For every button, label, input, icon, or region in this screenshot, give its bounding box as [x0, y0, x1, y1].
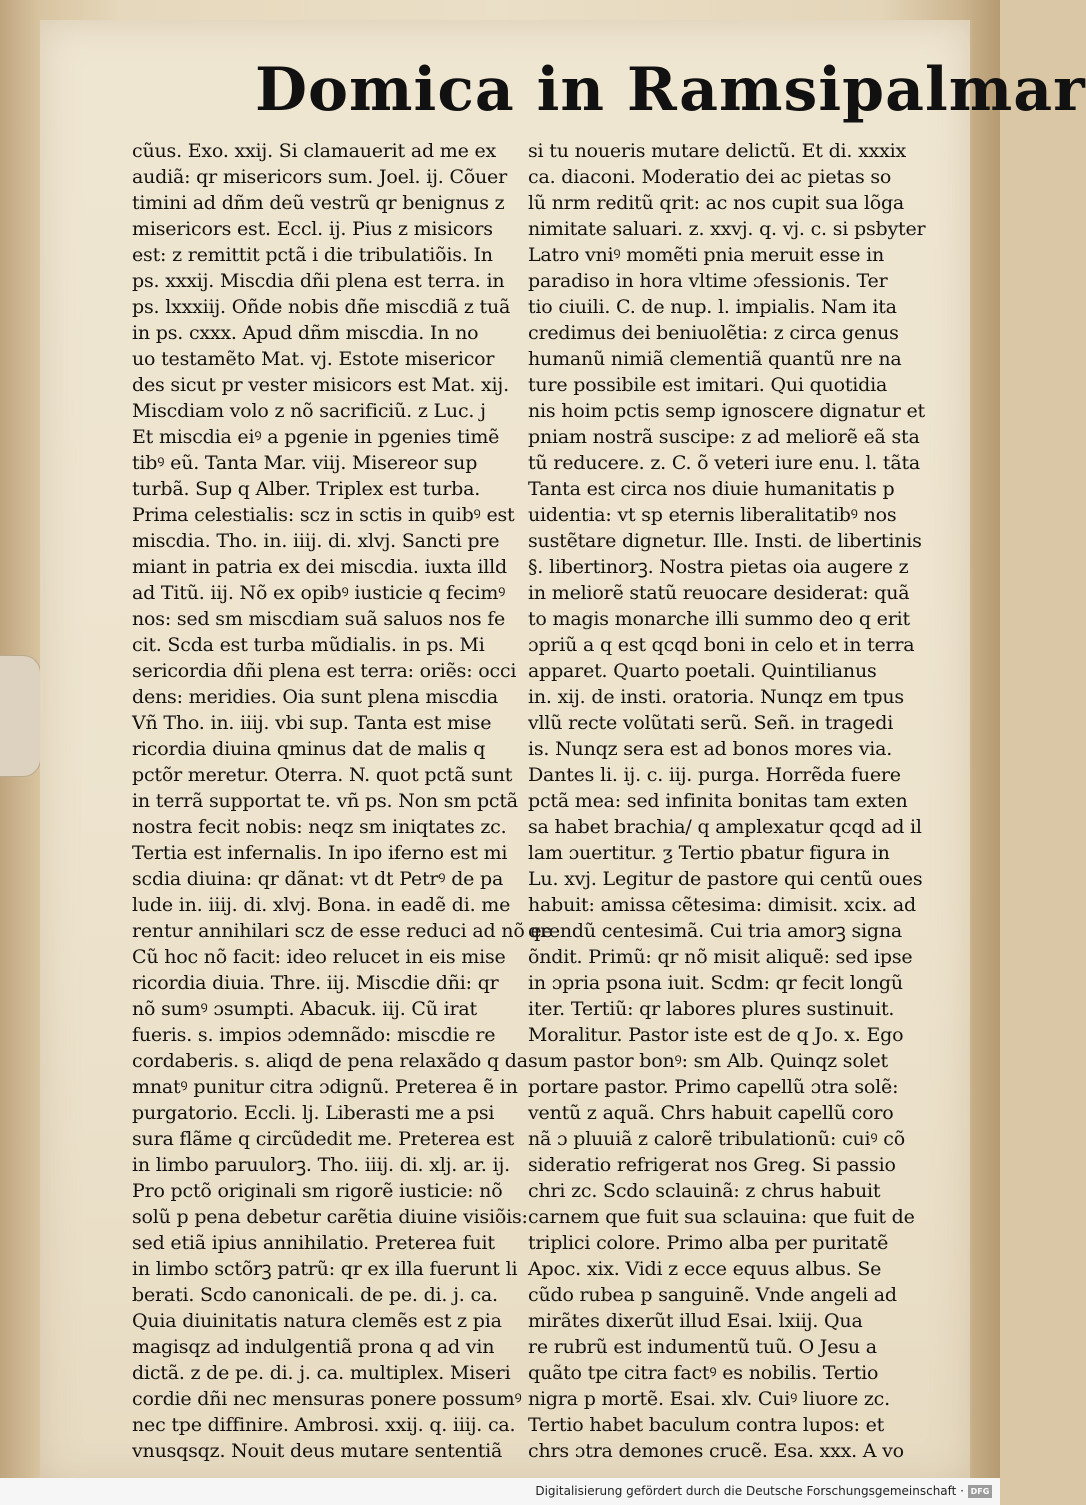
text-line: nõ sumꝰ ɔsumpti. Abacuk. iij. Cũ irat [132, 998, 477, 1020]
text-line: berati. Scdo canonicali. de pe. di. j. ca. [132, 1284, 498, 1306]
text-line: Vñ Tho. in. iiij. vbi sup. Tanta est mise [132, 712, 492, 734]
text-line: purgatorio. Eccli. lj. Liberasti me a psi [132, 1102, 495, 1124]
text-line: portare pastor. Primo capellũ ɔtra solẽ: [528, 1076, 899, 1098]
text-line: lũ nrm reditũ qrit: ac nos cupit sua lõga [528, 192, 905, 214]
text-line: uo testamẽto Mat. vj. Estote misericor [132, 348, 495, 370]
text-line: sustẽtare dignetur. Ille. Insti. de libertinis [528, 530, 922, 552]
text-line: ventũ z aquã. Chrs habuit capellũ coro [528, 1102, 894, 1124]
text-line: sa habet brachia/ q amplexatur qcqd ad il [528, 816, 922, 838]
text-line: ps. xxxij. Miscdia dñi plena est terra. in [132, 270, 505, 292]
text-line: chrs ɔtra demones crucẽ. Esa. xxx. A vo [528, 1440, 904, 1462]
text-line: si tu noueris mutare delictũ. Et di. xxxix [528, 140, 907, 162]
text-line: solũ p pena debetur carẽtia diuine visiõis: [132, 1206, 528, 1228]
text-line: Prima celestialis: scz in sctis in quibꝰ est [132, 504, 515, 526]
text-line: Lu. xvj. Legitur de pastore qui centũ oues [528, 868, 923, 890]
text-line: Miscdiam volo z nõ sacrificiũ. z Luc. j [132, 400, 486, 422]
text-line: cũus. Exo. xxij. Si clamauerit ad me ex [132, 140, 497, 162]
text-line: rentur annihilari scz de esse reduci ad nõ ee [132, 920, 553, 942]
text-line: ca. diaconi. Moderatio dei ac pietas so [528, 166, 892, 188]
text-line: carnem que fuit sua sclauina: que fuit de [528, 1206, 915, 1228]
text-line: scdia diuina: qr dãnat: vt dt Petrꝰ de pa [132, 868, 504, 890]
text-line: triplici colore. Primo alba per puritatẽ [528, 1232, 889, 1254]
right-text-column [528, 138, 926, 1468]
text-line: apparet. Quarto poetali. Quintilianus [528, 660, 877, 682]
text-line: in terrã supportat te. vñ ps. Non sm pctã [132, 790, 518, 812]
text-line: re rubrũ est indumentũ tuũ. O Jesu a [528, 1336, 877, 1358]
running-head: Domica in Ramsipalmar [255, 55, 1086, 125]
text-line: cũdo rubea p sanguinẽ. Vnde angeli ad [528, 1284, 897, 1306]
text-line: nã ɔ pluuiã z calorẽ tribulationũ: cuiꝰ cõ [528, 1128, 905, 1150]
text-line: sericordia dñi plena est terra: oriẽs: occi [132, 660, 517, 682]
text-line: mnatꝰ punitur citra ɔdignũ. Preterea ẽ in [132, 1076, 518, 1098]
text-line: §. libertinorꝫ. Nostra pietas oia augere z [528, 556, 909, 578]
text-line: ture possibile est imitari. Qui quotidia [528, 374, 888, 396]
text-line: paradiso in hora vltime ɔfessionis. Ter [528, 270, 888, 292]
footer-credit: Digitalisierung gefördert durch die Deutsche Forschungsgemeinschaft · [535, 1484, 964, 1498]
text-line: cordaberis. s. aliqd de pena relaxãdo q da [132, 1050, 528, 1072]
text-line: nos: sed sm miscdiam suã saluos nos fe [132, 608, 506, 630]
text-line: iter. Tertiũ: qr labores plures sustinuit. [528, 998, 895, 1020]
text-line: Apoc. xix. Vidi z ecce equus albus. Se [528, 1258, 882, 1280]
text-line: in ps. cxxx. Apud dñm miscdia. In no [132, 322, 479, 344]
text-line: Pro pctõ originali sm rigorẽ iusticie: nõ [132, 1180, 503, 1202]
text-line: magisqz ad indulgentiã prona q ad vin [132, 1336, 495, 1358]
text-line: pctõr meretur. Oterra. N. quot pctã sunt [132, 764, 513, 786]
text-line: Dantes li. ij. c. iij. purga. Horrẽda fuere [528, 764, 901, 786]
text-line: Cũ hoc nõ facit: ideo relucet in eis mise [132, 946, 506, 968]
text-line: Latro vniꝰ momẽti pnia meruit esse in [528, 244, 885, 266]
text-line: credimus dei beniuolẽtia: z circa genus [528, 322, 899, 344]
text-line: audiã: qr misericors sum. Joel. ij. Cõuer [132, 166, 507, 188]
text-line: tio ciuili. C. de nup. l. impialis. Nam ita [528, 296, 897, 318]
text-line: sideratio refrigerat nos Greg. Si passio [528, 1154, 896, 1176]
text-line: sura flãme q circũdedit me. Preterea est [132, 1128, 515, 1150]
text-line: uidentia: vt sp eternis liberalitatibꝰ nos [528, 504, 897, 526]
text-line: dictã. z de pe. di. j. ca. multiplex. Miseri [132, 1362, 511, 1384]
text-line: in limbo paruulorꝫ. Tho. iiij. di. xlj. ar. ij. [132, 1154, 510, 1176]
text-line: sum pastor bonꝰ: sm Alb. Quinqz solet [528, 1050, 888, 1072]
text-line: miant in patria ex dei miscdia. iuxta illd [132, 556, 508, 578]
text-line: est: z remittit pctã i die tribulatiõis. In [132, 244, 493, 266]
text-line: nimitate saluari. z. xxvj. q. vj. c. si psbyter [528, 218, 926, 240]
page-edge-tab [0, 655, 41, 777]
text-line: fueris. s. impios ɔdemnãdo: miscdie re [132, 1024, 496, 1046]
text-line: Tertio habet baculum contra lupos: et [528, 1414, 885, 1436]
text-line: Tertia est infernalis. In ipo iferno est mi [132, 842, 508, 864]
text-line: ps. lxxxiij. Oñde nobis dñe miscdiã z tuã [132, 296, 511, 318]
text-line: mirãtes dixerũt illud Esai. lxiij. Qua [528, 1310, 863, 1332]
text-line: habuit: amissa cẽtesima: dimisit. xcix. ad [528, 894, 916, 916]
text-line: nec tpe diffinire. Ambrosi. xxij. q. iiij. ca. [132, 1414, 516, 1436]
text-line: lam ɔuertitur. ƺ Tertio pbatur figura in [528, 842, 890, 864]
text-line: qrendũ centesimã. Cui tria amorꝫ signa [528, 920, 903, 942]
text-line: is. Nunqz sera est ad bonos mores via. [528, 738, 893, 760]
text-line: tũ reducere. z. C. õ veteri iure enu. l. tãta [528, 452, 921, 474]
text-line: cit. Scda est turba mũdialis. in ps. Mi [132, 634, 485, 656]
text-line: to magis monarche illi summo deo q erit [528, 608, 910, 630]
text-line: chri zc. Scdo sclauinã: z chrus habuit [528, 1180, 881, 1202]
text-line: nigra p mortẽ. Esai. xlv. Cuiꝰ liuore zc. [528, 1388, 890, 1410]
text-line: sed etiã ipius annihilatio. Preterea fuit [132, 1232, 495, 1254]
text-line: tibꝰ eũ. Tanta Mar. viij. Misereor sup [132, 452, 478, 474]
text-line: nis hoim pctis semp ignoscere dignatur et [528, 400, 925, 422]
text-line: cordie dñi nec mensuras ponere possumꝰ [132, 1388, 522, 1410]
text-line: Tanta est circa nos diuie humanitatis p [528, 478, 895, 500]
text-line: Quia diuinitatis natura clemẽs est z pia [132, 1310, 502, 1332]
left-text-column [132, 138, 553, 1468]
text-line: in. xij. de insti. oratoria. Nunqz em tpus [528, 686, 904, 708]
text-line: ad Titũ. iij. Nõ ex opibꝰ iusticie q fecimꝰ [132, 582, 506, 604]
text-line: in ɔpria psona iuit. Scdm: qr fecit longũ [528, 972, 903, 994]
text-line: ɔpriũ a q est qcqd boni in celo et in terra [528, 634, 915, 656]
text-line: timini ad dñm deũ vestrũ qr benignus z [132, 192, 505, 214]
text-line: dens: meridies. Oia sunt plena miscdia [132, 686, 499, 708]
text-line: pctã mea: sed infinita bonitas tam exten [528, 790, 908, 812]
digitization-footer [0, 1478, 1000, 1505]
text-line: Moralitur. Pastor iste est de q Jo. x. Ego [528, 1024, 904, 1046]
text-line: quãto tpe citra factꝰ es nobilis. Tertio [528, 1362, 879, 1384]
text-line: pniam nostrã suscipe: z ad meliorẽ eã sta [528, 426, 920, 448]
text-line: lude in. iiij. di. xlvj. Bona. in eadẽ di. me [132, 894, 511, 916]
text-line: nostra fecit nobis: neqz sm iniqtates zc. [132, 816, 507, 838]
text-line: turbã. Sup q Alber. Triplex est turba. [132, 478, 481, 500]
text-line: vnusqsqz. Nouit deus mutare sententiã [132, 1440, 503, 1462]
text-line: in meliorẽ statũ reuocare desiderat: quã [528, 582, 910, 604]
text-line: miscdia. Tho. in. iiij. di. xlvj. Sancti pre [132, 530, 500, 552]
dfg-logo: DFG [968, 1485, 992, 1498]
text-line: des sicut pr vester misicors est Mat. xij. [132, 374, 509, 396]
text-line: vllũ recte volũtati serũ. Señ. in tragedi [528, 712, 894, 734]
text-line: misericors est. Eccl. ij. Pius z misicors [132, 218, 493, 240]
text-line: õndit. Primũ: qr nõ misit aliquẽ: sed ipse [528, 946, 913, 968]
text-line: ricordia diuina qminus dat de malis q [132, 738, 486, 760]
text-line: ricordia diuia. Thre. iij. Miscdie dñi: qr [132, 972, 499, 994]
text-line: in limbo sctõrꝫ patrũ: qr ex illa fuerunt li [132, 1258, 518, 1280]
text-line: humanũ nimiã clementiã quantũ nre na [528, 348, 902, 370]
text-line: Et miscdia eiꝰ a pgenie in pgenies timẽ [132, 426, 500, 448]
